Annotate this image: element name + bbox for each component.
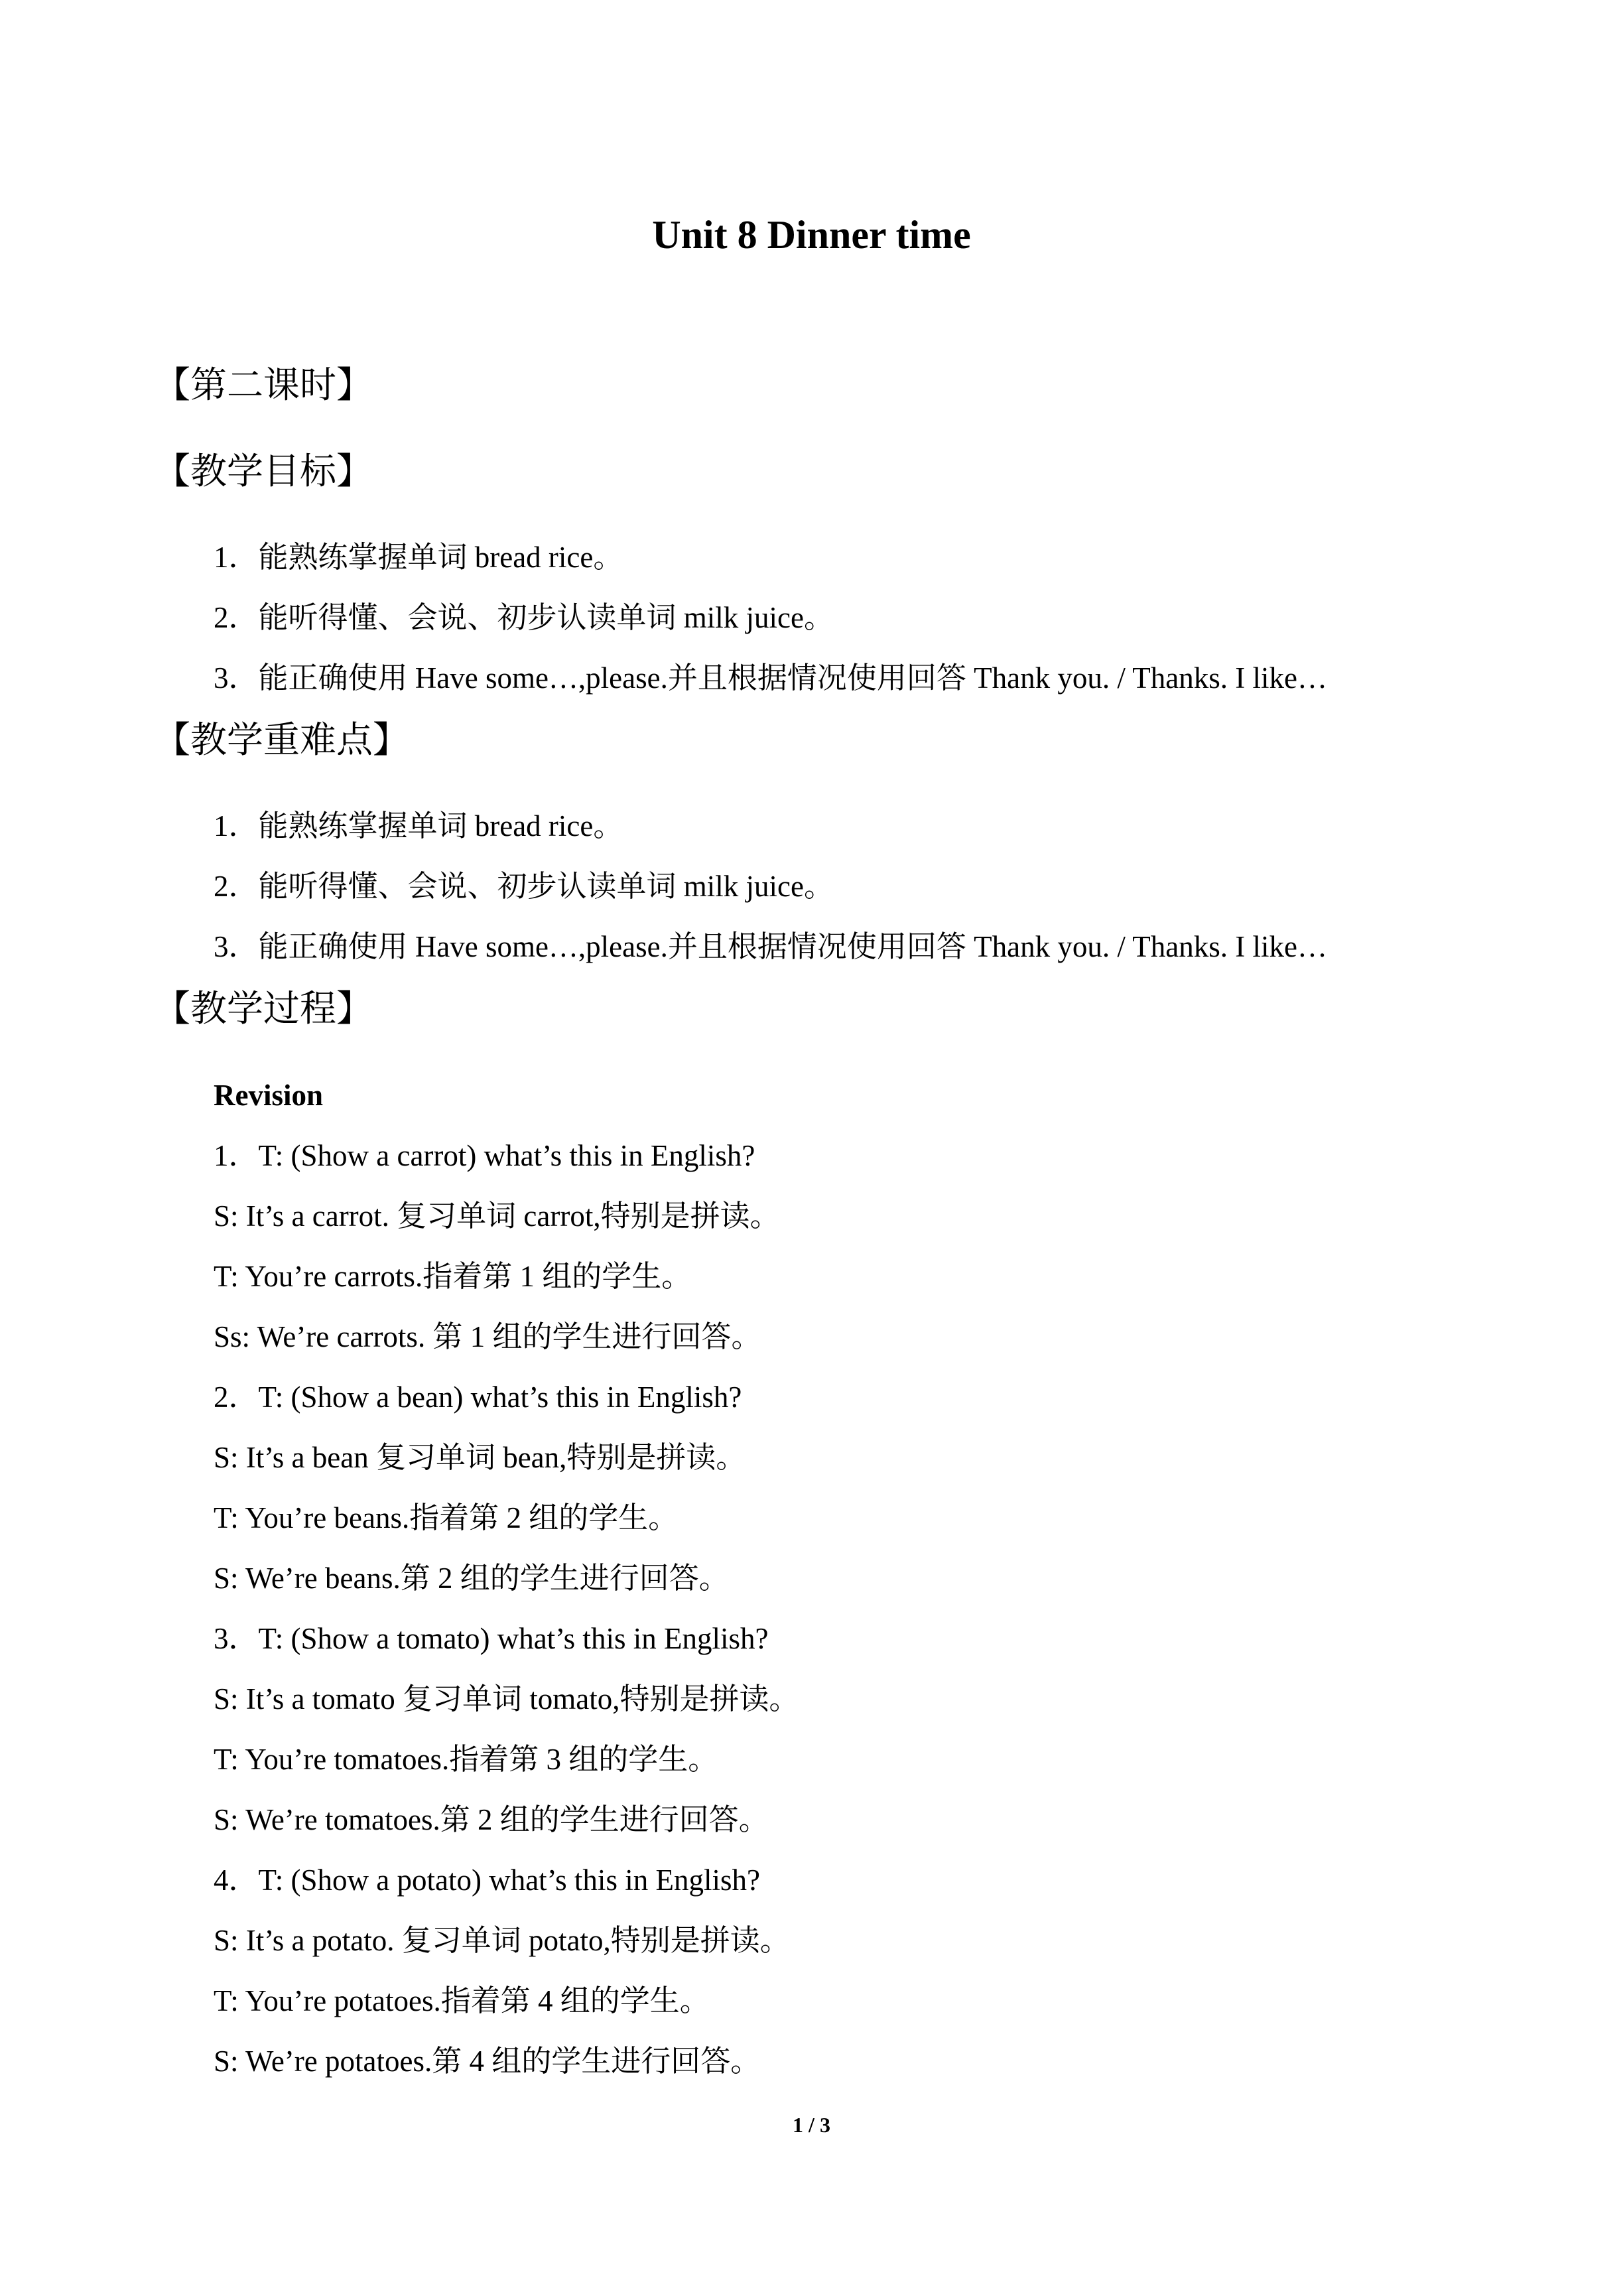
process-line: S: It’s a potato. 复习单词 potato,特别是拼读。 <box>214 1924 790 1957</box>
key-points-heading: 【教学重难点】 <box>154 720 410 760</box>
objective-item: 2．能听得懂、会说、初步认读单词 milk juice。 <box>214 601 834 634</box>
process-line: S: It’s a bean 复习单词 bean,特别是拼读。 <box>214 1441 746 1474</box>
page-number: 1 / 3 <box>793 2113 830 2137</box>
revision-subheading: Revision <box>214 1079 324 1112</box>
lesson-label: 【第二课时】 <box>154 365 373 405</box>
process-line: T: You’re carrots.指着第 1 组的学生。 <box>214 1260 692 1293</box>
process-line: S: We’re potatoes.第 4 组的学生进行回答。 <box>214 2045 761 2078</box>
objective-item: 1．能熟练掌握单词 bread rice。 <box>214 541 623 574</box>
process-line: S: We’re tomatoes.第 2 组的学生进行回答。 <box>214 1803 769 1836</box>
process-line: 2．T: (Show a bean) what’s this in English? <box>214 1381 742 1414</box>
process-heading: 【教学过程】 <box>154 988 373 1029</box>
key-point-item: 3．能正确使用 Have some…,please.并且根据情况使用回答 Thank you. / Thanks. I like… <box>214 930 1327 963</box>
process-line: 3．T: (Show a tomato) what’s this in English? <box>214 1622 769 1655</box>
document-title: Unit 8 Dinner time <box>652 213 971 257</box>
objective-item: 3．能正确使用 Have some…,please.并且根据情况使用回答 Thank you. / Thanks. I like… <box>214 661 1327 695</box>
process-line: S: It’s a tomato 复习单词 tomato,特别是拼读。 <box>214 1682 799 1716</box>
process-line: Ss: We’re carrots. 第 1 组的学生进行回答。 <box>214 1320 761 1353</box>
process-line: 1．T: (Show a carrot) what’s this in English? <box>214 1139 755 1172</box>
objectives-heading: 【教学目标】 <box>154 451 373 492</box>
process-line: T: You’re beans.指着第 2 组的学生。 <box>214 1501 679 1534</box>
process-line: S: It’s a carrot. 复习单词 carrot,特别是拼读。 <box>214 1199 780 1233</box>
process-line: T: You’re tomatoes.指着第 3 组的学生。 <box>214 1743 718 1776</box>
process-line: S: We’re beans.第 2 组的学生进行回答。 <box>214 1562 729 1595</box>
key-point-item: 1．能熟练掌握单词 bread rice。 <box>214 809 623 843</box>
process-line: T: You’re potatoes.指着第 4 组的学生。 <box>214 1984 710 2017</box>
process-line: 4．T: (Show a potato) what’s this in English? <box>214 1863 760 1897</box>
key-point-item: 2．能听得懂、会说、初步认读单词 milk juice。 <box>214 870 834 903</box>
